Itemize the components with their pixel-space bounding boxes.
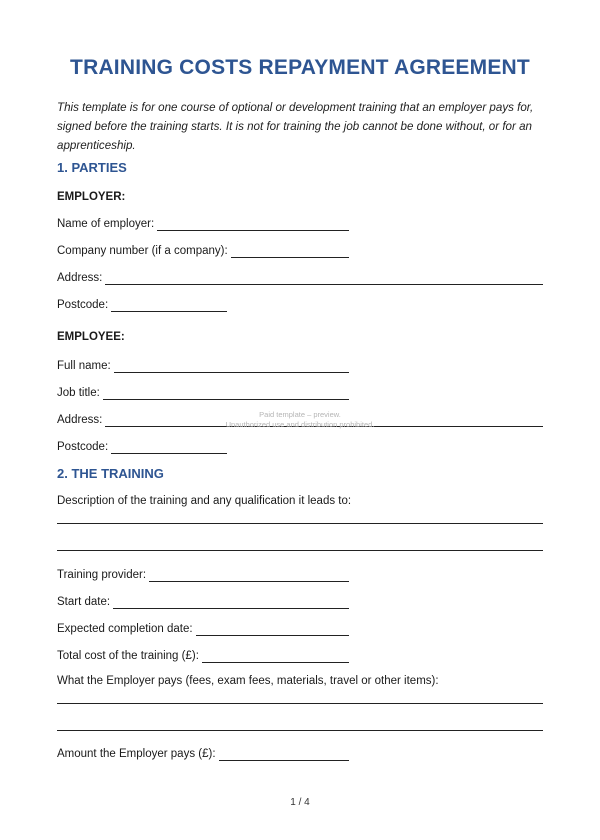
start-date-line[interactable] bbox=[113, 595, 349, 609]
employee-postcode-field[interactable] bbox=[57, 438, 227, 454]
employer-address-field[interactable] bbox=[57, 269, 543, 285]
employer-postcode-label: Postcode: bbox=[57, 299, 109, 311]
company-number-field[interactable] bbox=[57, 242, 349, 258]
preview-watermark bbox=[0, 410, 600, 430]
employer-address-line[interactable] bbox=[105, 271, 543, 285]
employer-pays-label: What the Employer pays (fees, exam fees, materials, travel or other items): bbox=[57, 675, 439, 687]
training-provider-line[interactable] bbox=[149, 568, 349, 582]
job-title-line[interactable] bbox=[103, 386, 349, 400]
start-date-label: Start date: bbox=[57, 596, 111, 608]
job-title-label: Job title: bbox=[57, 387, 100, 399]
completion-date-line[interactable] bbox=[196, 622, 349, 636]
employer-postcode-field[interactable] bbox=[57, 296, 227, 312]
employee-full-name-field[interactable] bbox=[57, 357, 349, 373]
training-description-label: Description of the training and any qualification it leads to: bbox=[57, 495, 352, 507]
amount-employer-pays-line[interactable] bbox=[219, 747, 349, 761]
section-heading-parties: 1. PARTIES bbox=[57, 160, 127, 175]
watermark-line-1: Paid template – preview. bbox=[259, 410, 341, 419]
job-title-field[interactable] bbox=[57, 384, 349, 400]
company-number-label: Company number (if a company): bbox=[57, 245, 228, 257]
employer-address-label: Address: bbox=[57, 272, 103, 284]
start-date-field[interactable] bbox=[57, 593, 349, 609]
employee-full-name-line[interactable] bbox=[114, 359, 349, 373]
employer-heading: EMPLOYER: bbox=[57, 191, 126, 203]
employer-postcode-line[interactable] bbox=[111, 298, 227, 312]
watermark-line-2: Unauthorized use and distribution prohibited. bbox=[225, 420, 375, 429]
training-provider-field[interactable] bbox=[57, 566, 349, 582]
employee-heading: EMPLOYEE: bbox=[57, 331, 125, 343]
employer-name-label: Name of employer: bbox=[57, 218, 155, 230]
amount-employer-pays-field[interactable] bbox=[57, 745, 349, 761]
document-title: TRAINING COSTS REPAYMENT AGREEMENT bbox=[70, 56, 530, 79]
employer-pays-line-2[interactable] bbox=[57, 730, 543, 731]
training-description-line-1[interactable] bbox=[57, 523, 543, 524]
company-number-line[interactable] bbox=[231, 244, 349, 258]
total-cost-line[interactable] bbox=[202, 649, 349, 663]
employee-postcode-line[interactable] bbox=[111, 440, 227, 454]
employee-address-label: Address: bbox=[57, 414, 103, 426]
training-description-line-2[interactable] bbox=[57, 550, 543, 551]
page-number: 1 / 4 bbox=[290, 797, 310, 808]
employer-name-line[interactable] bbox=[157, 217, 349, 231]
amount-employer-pays-label: Amount the Employer pays (£): bbox=[57, 748, 216, 760]
section-heading-training: 2. THE TRAINING bbox=[57, 466, 164, 481]
employee-full-name-label: Full name: bbox=[57, 360, 111, 372]
training-provider-label: Training provider: bbox=[57, 569, 147, 581]
employer-pays-line-1[interactable] bbox=[57, 703, 543, 704]
intro-paragraph: This template is for one course of optional or development training that an employer pays for, signed before the training starts. It is not for training the job cannot be done without, or for an apprenticeship. bbox=[57, 101, 534, 152]
total-cost-label: Total cost of the training (£): bbox=[57, 650, 199, 662]
completion-date-label: Expected completion date: bbox=[57, 623, 193, 635]
employer-name-field[interactable] bbox=[57, 215, 349, 231]
total-cost-field[interactable] bbox=[57, 647, 349, 663]
employee-postcode-label: Postcode: bbox=[57, 441, 109, 453]
completion-date-field[interactable] bbox=[57, 620, 349, 636]
